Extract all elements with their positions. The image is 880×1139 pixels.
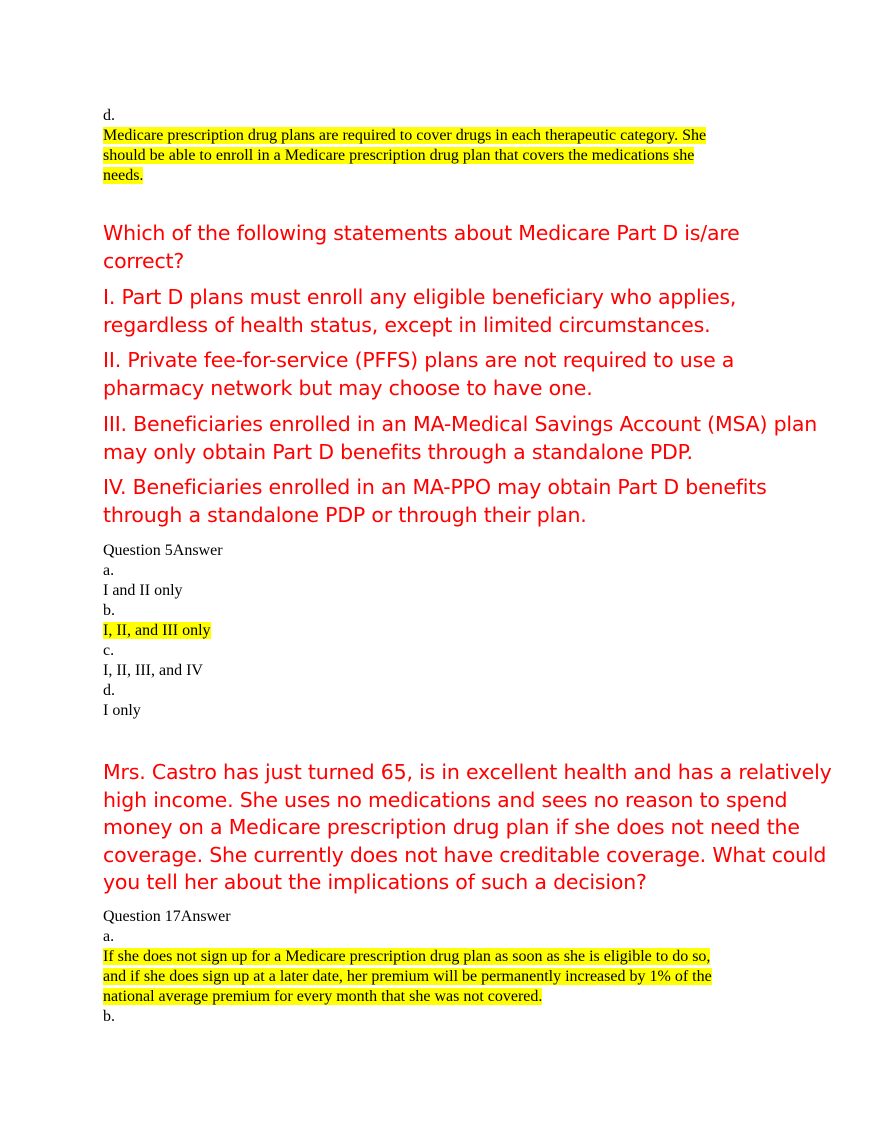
option-text-selected[interactable]: I, II, and III only bbox=[103, 622, 211, 639]
question-line: correct? bbox=[103, 248, 185, 273]
answer-header: Question 17Answer bbox=[103, 908, 231, 925]
question-line: Mrs. Castro has just turned 65, is in excellent health and has a relatively bbox=[103, 760, 832, 784]
statement-line: III. Beneficiaries enrolled in an MA-Medical Savings Account (MSA) plan bbox=[103, 412, 818, 436]
answer-header: Question 5Answer bbox=[103, 542, 223, 559]
question-5-answers bbox=[103, 541, 783, 721]
question-line: high income. She uses no medications and sees no reason to spend bbox=[103, 787, 788, 812]
highlighted-answer-line: needs. bbox=[103, 167, 144, 184]
statement-line: I. Part D plans must enroll any eligible beneficiary who applies, bbox=[103, 285, 737, 309]
previous-answer-block bbox=[103, 106, 783, 186]
statement-iv bbox=[103, 474, 783, 529]
statement-ii bbox=[103, 347, 783, 402]
question-line: money on a Medicare prescription drug plan if she does not need the bbox=[103, 815, 800, 839]
statement-iii bbox=[103, 411, 818, 466]
option-letter: b. bbox=[103, 1008, 115, 1025]
option-letter: c. bbox=[103, 642, 115, 659]
question-line: Which of the following statements about Medicare Part D is/are bbox=[103, 221, 740, 245]
option-text[interactable]: I only bbox=[103, 702, 141, 719]
statement-line: may only obtain Part D benefits through a standalone PDP. bbox=[103, 439, 693, 464]
question-line: you tell her about the implications of such a decision? bbox=[103, 870, 647, 894]
option-text-selected[interactable]: and if she does sign up at a later date, her premium will be permanently increased by 1% of the bbox=[103, 968, 712, 985]
highlighted-answer-line: should be able to enroll in a Medicare prescription drug plan that covers the medications she bbox=[103, 147, 695, 164]
statement-line: II. Private fee-for-service (PFFS) plans are not required to use a bbox=[103, 348, 735, 372]
option-text[interactable]: I, II, III, and IV bbox=[103, 662, 203, 679]
option-letter: a. bbox=[103, 928, 115, 945]
question-5-prompt bbox=[103, 220, 783, 275]
statement-line: pharmacy network but may choose to have one. bbox=[103, 375, 593, 400]
highlighted-answer-line: Medicare prescription drug plans are required to cover drugs in each therapeutic category. She bbox=[103, 127, 707, 144]
question-line: coverage. She currently does not have creditable coverage. What could bbox=[103, 842, 827, 867]
option-text-selected[interactable]: national average premium for every month that she was not covered. bbox=[103, 988, 543, 1005]
option-text[interactable]: I and II only bbox=[103, 582, 183, 599]
option-text-selected[interactable]: If she does not sign up for a Medicare prescription drug plan as soon as she is eligible to do so, bbox=[103, 948, 711, 965]
option-letter: b. bbox=[103, 602, 115, 619]
statement-line: IV. Beneficiaries enrolled in an MA-PPO may obtain Part D benefits bbox=[103, 475, 767, 499]
option-letter: d. bbox=[103, 682, 115, 699]
question-17-prompt bbox=[103, 759, 832, 897]
statement-line: through a standalone PDP or through their plan. bbox=[103, 502, 587, 527]
option-letter-d: d. bbox=[103, 107, 115, 124]
statement-i bbox=[103, 284, 783, 339]
option-letter: a. bbox=[103, 562, 115, 579]
question-17-answers bbox=[103, 907, 783, 1027]
statement-line: regardless of health status, except in limited circumstances. bbox=[103, 312, 711, 337]
